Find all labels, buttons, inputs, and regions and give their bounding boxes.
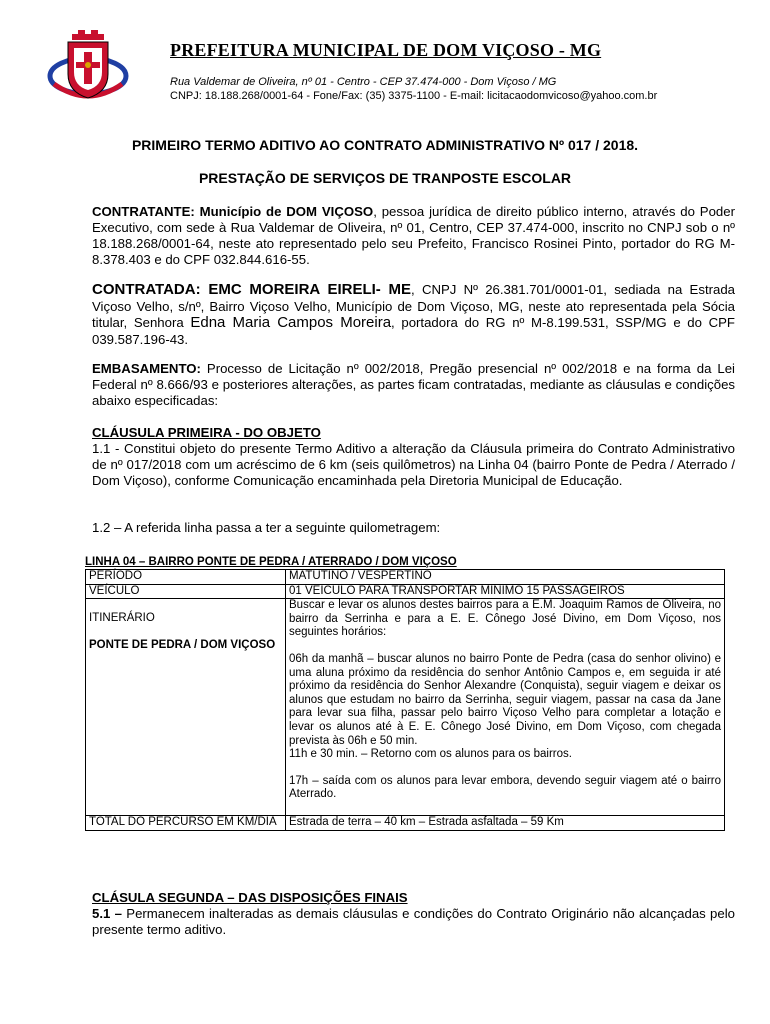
embasamento-label: EMBASAMENTO: (92, 361, 201, 376)
table-row (86, 599, 725, 816)
itinerario-evening: 17h – saída com os alunos para levar embora, devendo seguir viagem até o bairro Aterrado. (289, 774, 721, 801)
veiculo-label: VEÍCULO (86, 584, 286, 599)
table-row (86, 584, 725, 599)
itinerario-label: ITINERÁRIO (89, 612, 155, 625)
periodo-value: MATUTINO / VESPERTINO (286, 570, 725, 585)
contratada-representative: Edna Maria Campos Moreira (190, 314, 392, 331)
contratante-label: CONTRATANTE: Município de DOM VIÇOSO (92, 204, 374, 219)
embasamento-paragraph (92, 361, 735, 409)
itinerario-cell (86, 599, 286, 816)
route-label: PONTE DE PEDRA / DOM VIÇOSO (89, 638, 276, 651)
document-title: PRIMEIRO TERMO ADITIVO AO CONTRATO ADMINISTRATIVO Nº 017 / 2018. (131, 137, 639, 153)
itinerario-midday: 11h e 30 min. – Retorno com os alunos para os bairros. (289, 748, 572, 761)
clausula-primeira-heading: CLÁUSULA PRIMEIRA - DO OBJETO (92, 425, 321, 440)
clausula-segunda-number: 5.1 – (92, 906, 122, 921)
embasamento-text: Processo de Licitação nº 002/2018, Pregão presencial nº 002/2018 e na forma da Lei Federal nº 8.666/93 e posteriores alterações, as partes ficam contratadas, mediante as cláusulas e condições abaixo especificadas: (92, 361, 735, 408)
total-label: TOTAL DO PERCURSO EM KM/DIA (86, 815, 286, 830)
route-table-section (85, 556, 725, 831)
itinerario-description (286, 599, 725, 816)
itinerario-intro: Buscar e levar os alunos destes bairros para a E.M. Joaquim Ramos de Oliveira, no bairro da Serrinha e para a E. E. Cônego José Divino, em Dom Viçoso, nos seguintes horários: (289, 599, 721, 639)
contratada-text-2: , portadora do RG nº M-8.199.531, SSP/MG e do CPF 039.587.196-43. (92, 315, 735, 347)
total-value: Estrada de terra – 40 km – Estrada asfaltada – 59 Km (286, 815, 725, 830)
header-contact: CNPJ: 18.188.268/0001-64 - Fone/Fax: (35) 3375-1100 - E-mail: licitacaodomvicoso@yahoo.com.br (170, 90, 658, 102)
route-table (85, 569, 725, 831)
header-title: PREFEITURA MUNICIPAL DE DOM VIÇOSO - MG (170, 40, 602, 60)
contratante-text: , pessoa jurídica de direito público interno, através do Poder Executivo, com sede à Rua Valdemar de Oliveira, nº 01, Centro, CEP 37.474-000, inscrito no CNPJ sob o nº 18.188.268/0001-64, neste ato representado pelo seu Prefeito, Francisco Rosinei Pinto, portador do RG M-8.378.403 e do CPF 032.844.616-55. (92, 204, 735, 267)
contratada-paragraph (92, 282, 735, 348)
veiculo-value: 01 VEICULO PARA TRANSPORTAR MINIMO 15 PASSAGEIROS (286, 584, 725, 599)
clausula-segunda-text: Permanecem inalteradas as demais cláusulas e condições do Contrato Originário não alcançadas pelo presente termo aditivo. (92, 906, 735, 937)
coat-of-arms-icon (46, 26, 130, 110)
clausula-segunda-paragraph (92, 906, 735, 938)
contratada-label: CONTRATADA: EMC MOREIRA EIRELI- ME (92, 281, 412, 298)
contratante-paragraph (92, 204, 735, 268)
route-table-heading: LINHA 04 – BAIRRO PONTE DE PEDRA / ATERRADO / DOM VIÇOSO (85, 556, 457, 568)
itinerario-morning: 06h da manhã – buscar alunos no bairro Ponte de Pedra (casa do senhor olivino) e uma aluna próximo da residência do senhor Antônio Campos e, em seguida ir até próximo da residência do Senhor Alexandre (Conquista), seguir viagem e deixar os alunos que estudam no bairro da Serrinha, seguir viagem, passar na casa da Jane para levar sua filha, passar pelo bairro Viçoso Velho para completar a lotação e levar os alunos até à E. E. Cônego José Divino, em Dom Viçoso, com chegada prevista às 06h e 50 min. (289, 652, 721, 747)
document-subtitle: PRESTAÇÃO DE SERVIÇOS DE TRANPOSTE ESCOLAR (198, 170, 572, 186)
header-address: Rua Valdemar de Oliveira, nº 01 - Centro - CEP 37.474-000 - Dom Viçoso / MG (170, 76, 557, 88)
table-row (86, 815, 725, 830)
clausula-primeira-item-2: 1.2 – A referida linha passa a ter a seguinte quilometragem: (92, 520, 441, 535)
periodo-label: PERÍODO (86, 570, 286, 585)
contratada-text-1: , CNPJ Nº 26.381.701/0001-01, sediada na Estrada Viçoso Velho, s/nº, Bairro Viçoso Velho, Município de Dom Viçoso, MG, neste ato representada pela Sócia titular, Senhora (92, 282, 736, 330)
table-row (86, 570, 725, 585)
clausula-primeira-item-1: 1.1 - Constitui objeto do presente Termo Aditivo a alteração da Cláusula primeira do Contrato Administrativo de nº 017/2018 com um acréscimo de 6 km (seis quilômetros) na Linha 04 (bairro Ponte de Pedra / Aterrado / Dom Viçoso), conforme Comunicação encaminhada pela Diretoria Municipal de Educação. (92, 441, 735, 488)
clausula-segunda-heading: CLÁSULA SEGUNDA – DAS DISPOSIÇÕES FINAIS (92, 890, 408, 905)
